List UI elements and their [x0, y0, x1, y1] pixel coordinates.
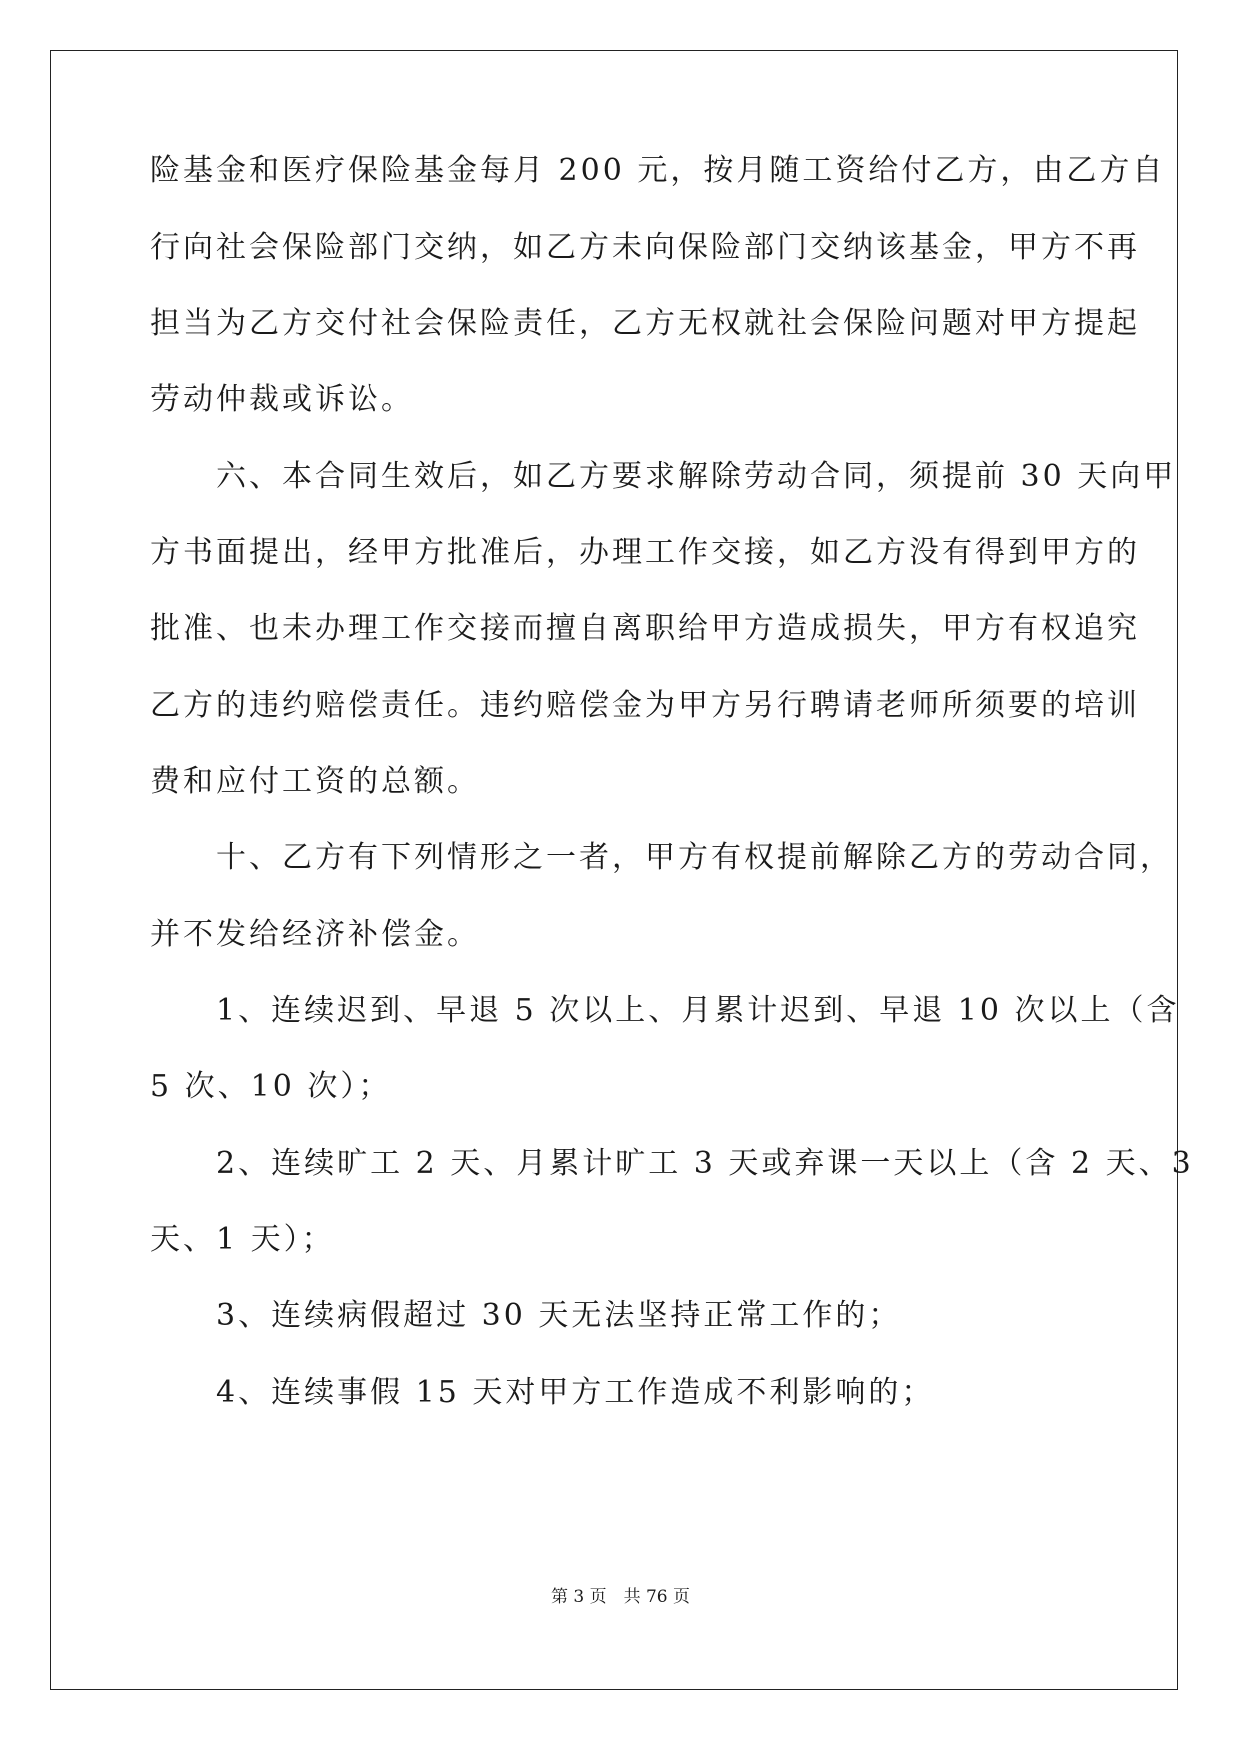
text-line-12: 1、连续迟到、早退 5 次以上、月累计迟到、早退 10 次以上（含: [150, 993, 1180, 1028]
text-line-6: 方书面提出，经甲方批准后，办理工作交接，如乙方没有得到甲方的: [150, 535, 1140, 570]
text-line-16: 3、连续病假超过 30 天无法坚持正常工作的；: [150, 1298, 902, 1333]
text-line-5: 六、本合同生效后，如乙方要求解除劳动合同，须提前 30 天向甲: [150, 459, 1177, 494]
text-line-2: 行向社会保险部门交纳，如乙方未向保险部门交纳该基金，甲方不再: [150, 230, 1140, 265]
text-line-1: 险基金和医疗保险基金每月 200 元，按月随工资给付乙方，由乙方自: [150, 153, 1166, 188]
text-line-4: 劳动仲裁或诉讼。: [150, 382, 414, 417]
text-line-3: 担当为乙方交付社会保险责任，乙方无权就社会保险问题对甲方提起: [150, 306, 1140, 341]
page-number-footer: 第 3 页 共 76 页: [550, 1587, 691, 1607]
text-line-15: 天、1 天）；: [150, 1222, 335, 1257]
text-line-9: 费和应付工资的总额。: [150, 764, 480, 799]
text-line-10: 十、乙方有下列情形之一者，甲方有权提前解除乙方的劳动合同，: [150, 840, 1173, 875]
text-line-14: 2、连续旷工 2 天、月累计旷工 3 天或弃课一天以上（含 2 天、3: [150, 1146, 1194, 1181]
text-line-7: 批准、也未办理工作交接而擅自离职给甲方造成损失，甲方有权追究: [150, 611, 1140, 646]
text-line-13: 5 次、10 次）；: [150, 1069, 392, 1104]
text-line-17: 4、连续事假 15 天对甲方工作造成不利影响的；: [150, 1375, 935, 1410]
text-line-8: 乙方的违约赔偿责任。违约赔偿金为甲方另行聘请老师所须要的培训: [150, 688, 1140, 723]
text-line-11: 并不发给经济补偿金。: [150, 917, 480, 952]
